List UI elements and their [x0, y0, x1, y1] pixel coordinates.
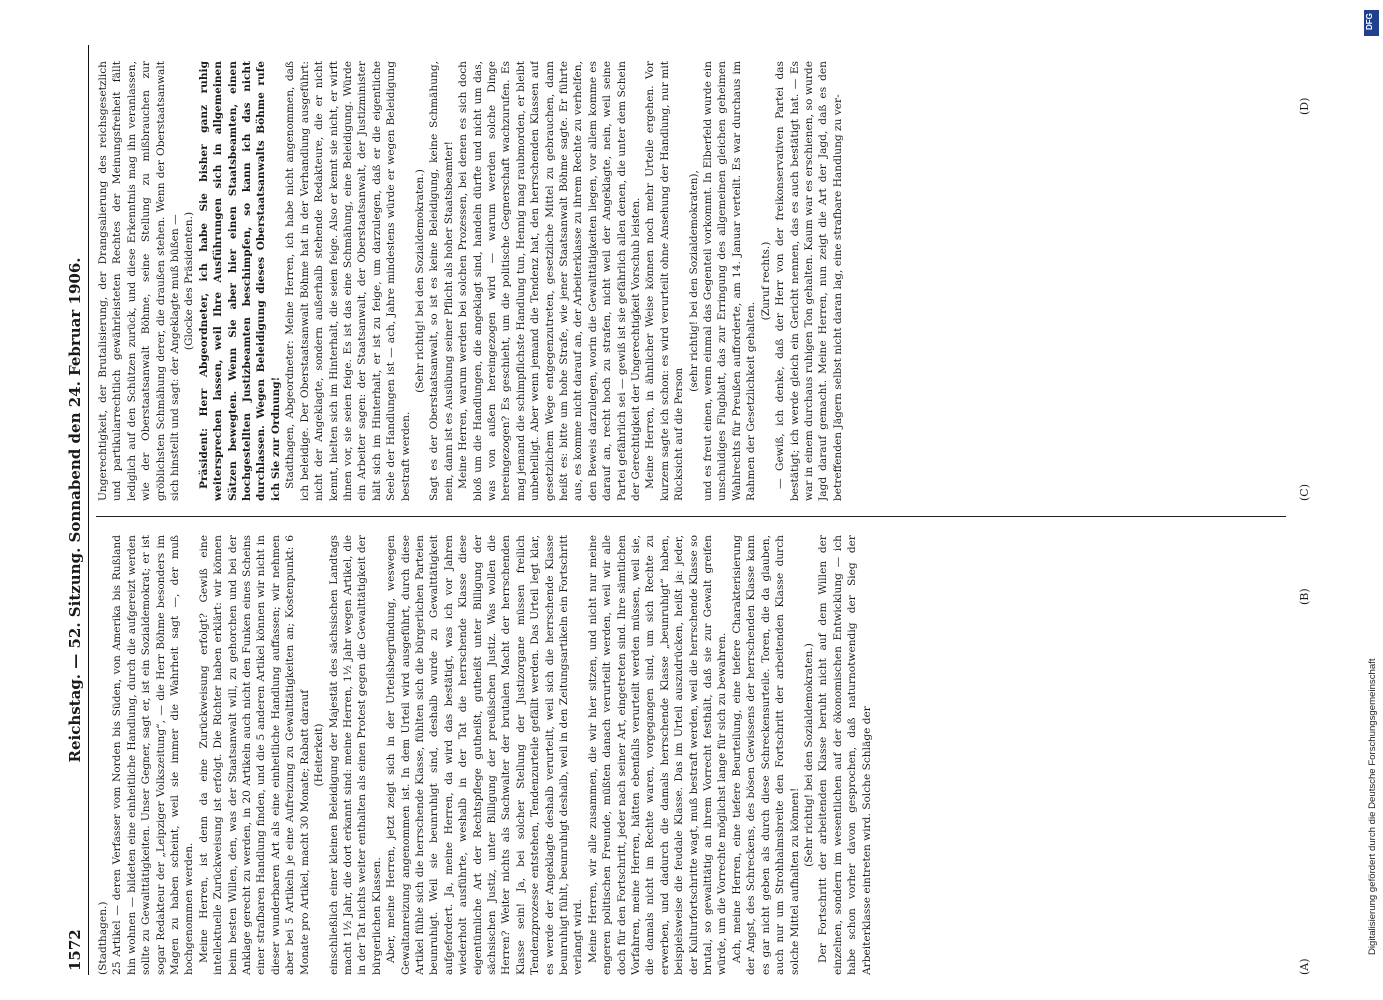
- rotated-page: [66, 45, 1316, 975]
- paragraph: Ungerechtigkeit, der Brutalisierung, der Drangsalierung des reichsgesetzlich und partikularrechtlich gewährleisteten Rechtes der Meinungsfreiheit fällt lediglich auf den Schützen zurück, und diese Erkenntnis mag ihn veranlassen, wie der Oberstaatsanwalt Böhme, seine Stellung zu mißbrauchen zur gröblichsten Schmähung derer, die draußen stehen. Wenn der Oberstaatsanwalt sich hinstellt und sagt: der Angeklagte muß büßen —: [97, 61, 182, 501]
- dfg-logo: DFG: [1364, 10, 1379, 36]
- interjection: (Sehr richtig! bei den Sozialdemokraten.): [802, 643, 815, 867]
- right-column: [96, 61, 1286, 501]
- interjection: (Heiterkeit): [313, 723, 326, 787]
- paragraph: Der Fortschritt der arbeitenden Klasse beruht nicht auf dem Willen der einzelnen, sondern im wesentlichen auf der ökonomischen Entwicklung — ich habe schon vorher davon gesprochen, daß naturnotwendig der Sieg der Arbeiterklasse eintreten wird. Solche Schläge der: [817, 535, 873, 975]
- interjection: (sehr richtig! bei den Sozialdemokraten),: [687, 170, 700, 392]
- margin-mark-a: (A): [1298, 958, 1311, 975]
- digitization-credit: Digitalisierung gefördert durch die Deutsche Forschungsgemeinschaft: [1367, 658, 1378, 955]
- margin-mark-d: (D): [1298, 97, 1311, 115]
- paragraph: Ach, meine Herren, eine tiefere Beurteilung, eine tiefere Charakterisierung der Angst, des Schreckens, des bösen Gewissens der herrschenden Klasse kann es gar nicht geben als durch diese Schreckensurteile. Toren, die da glauben, auch nur um Strohhalmsbreite den Fortschritt der arbeitenden Klasse durch solche Mittel aufhalten zu können!: [730, 535, 801, 975]
- column-divider: [96, 516, 1286, 517]
- margin-mark-b: (B): [1298, 588, 1311, 605]
- paragraph: Sagt es der Oberstaatsanwalt, so ist es keine Beleidigung, keine Schmähung, nein, dann ist es Ausübung seiner Pflicht als hoher Staatsbeamter!: [428, 61, 455, 501]
- left-column: [96, 535, 1286, 975]
- paragraph: Meine Herren, wir alle zusammen, die wir hier sitzen, und nicht nur meine engeren politischen Freunde, müßten danach verurteilt werden, weil wir alle doch für den Fortschritt, jeder nach seiner Art, eingetreten sind. Ihre sämtlichen Vorfahren, meine Herren, hätten ebenfalls verurteilt werden müssen, weil sie, die damals nicht im Rechte waren, vorgegangen sind, um sich Rechte zu erwerben, und dadurch die damals herrschende Klasse „beunruhigt“ haben, beispielsweise die feudale Klasse. Das im Urteil auszudrücken, heißt ja: jeder, der Kulturfortschritte wagt, muß bestraft werden, weil die herrschende Klasse so brutal, so gewalttätig an ihrem Vorrecht festhält, daß sie zur Gewalt greifen würde, um die Vorrechte möglichst lange für sich zu bewahren.: [586, 535, 729, 975]
- president-remark: Präsident: Herr Abgeordneter, ich habe Sie bisher ganz ruhig weitersprechen lassen, weil Ihre Ausführungen sich in allgemeinen Sätzen bewegten. Wenn Sie aber hier einen Staatsbeamten, einen hochgestellten Justizbeamten beschimpfen, so kann ich das nicht durchlassen. Wegen Beleidigung dieses Oberstaatsanwalts Böhme rufe ich Sie zur Ordnung!: [197, 61, 282, 501]
- digitization-sidebar: [1364, 10, 1380, 990]
- paragraph: Meine Herren, in ähnlicher Weise können noch mehr Urteile ergehen. Vor kurzem sagte ich schon: es wird verurteilt ohne Ansehung der Handlung, nur mit Rücksicht auf die Person: [644, 61, 686, 501]
- paragraph: einschließlich einer kleinen Beleidigung der Majestät des sächsischen Landtags macht 1½ Jahr, die dort erkannt sind: meine Herren, 1½ Jahr wegen Artikel, die in der Tat nichts weiter enthalten als einen Protest gegen die Gewalttätigkeit der bürgerlichen Klassen.: [327, 535, 383, 975]
- paragraph: 25 Artikel — deren Verfasser vom Norden bis Süden, von Amerika bis Rußland hin wohnen — bildeten eine einheitliche Handlung, durch die aufgereizt werden sollte zu Gewalttätigkeiten. Unser Gegner, sagt er, ist ein Sozialdemokrat; er ist sogar Redakteur der „Leipziger Volkszeitung“, — die Herr Böhme besonders im Magen zu haben scheint, weil sie immer die Wahrheit sagt —, der muß hochgenommen werden.: [111, 535, 196, 975]
- margin-mark-c: (C): [1298, 484, 1311, 501]
- interjection: (Glocke des Präsidenten.): [183, 211, 196, 351]
- paragraph: Meine Herren, ist denn da eine Zurückweisung erfolgt? Gewiß eine intellektuelle Zurückweisung ist erfolgt. Die Richter haben erklärt: wir können beim besten Willen, den, was der Staatsanwalt will, zu gehorchen und bei der Anklage gerecht zu werden, in 20 Artikeln auch nicht den Funken eines Scheins einer strafbaren Handlung finden, und die 5 anderen Artikel können wir nicht in dieser wunderbaren Art als eine einheitliche Handlung auffassen; wir nehmen aber bei 5 Artikeln je eine Aufreizung zu Gewalttätigkeiten an; Kostenpunkt: 6 Monate pro Artikel, macht 30 Monate; Rabatt darauf: [197, 535, 311, 975]
- page-number: 1572: [66, 929, 84, 971]
- speaker-paragraph: Stadthagen, Abgeordneter: Meine Herren, ich habe nicht angenommen, daß ich beleidige. Der Oberstaatsanwalt Böhme hat in der Verhandlung ausgeführt: nicht der Angeklagte, sondern außerhalb stehende Redakteure, die er nicht kennt, hielten sich im Hinterhalt, die seien feige. Also er kennt sie nicht, er wirft ihnen vor, sie seien feige. Es ist das eine Schmähung, eine Beleidigung. Würde ein Arbeiter sagen: der Staatsanwalt, der Oberstaatsanwalt, der Justizminister hält sich im Hinterhalt, er ist zu feige, um darzulegen, daß er die eigentliche Seele der Handlungen ist — ach, Jahre mindestens würde er wegen Beleidigung bestraft werden.: [284, 61, 412, 501]
- paragraph: Aber, meine Herren, jetzt zeigt sich in der Urteilsbegründung, weswegen Gewaltanreizung angenommen ist. In dem Urteil wird ausgeführt, durch diese Artikel fühle sich die herrschende Klasse, fühlten sich die bürgerlichen Parteien beunruhigt. Weil sie beunruhigt sind, deshalb wurde zu Gewalttätigkeit aufgefordert. Ja, meine Herren, da wird das bestätigt, was ich vor Jahren wiederholt ausführte, weshalb in der Tat die herrschende Klasse diese eigentümliche Art der Rechtspflege gutheißt, gutheißt unter Billigung der sächsischen Justiz, unter Billigung der preußischen Justiz. Was wollen die Herren? Weiter nichts als Sachwalter der brutalen Macht der herrschenden Klasse sein! Ja, bei solcher Stellung der Justizorgane müssen freilich Tendenzprozesse entstehen, Tendenzurteile gefällt werden. Das Urteil legt klar, es werde der Angeklagte deshalb verurteilt, weil sich die herrschende Klasse beunruhigt fühlt, beunruhigt deshalb, weil in den Zeitungsartikeln ein Fortschritt verlangt wird.: [385, 535, 585, 975]
- interjection: (Sehr richtig! bei den Sozialdemokraten.): [413, 169, 426, 393]
- page-header: [66, 45, 89, 975]
- paragraph: — Gewiß, ich denke, daß der Herr von der freikonservativen Partei das bestätigt; ich werde gleich ein Gericht nennen, das es auch bestätigt hat. — Es war in einem durchaus ruhigen Ton gehalten. Kaum war es erschienen, so wurde Jagd darauf gemacht. Meine Herren, nun zeigt die Art der Jagd, daß es den betreffenden Jägern selbst nicht daran lag, eine strafbare Handlung zu ver-: [774, 61, 844, 501]
- speaker-tag: (Stadthagen.): [97, 901, 109, 975]
- paragraph: und es freut einen, wenn einmal das Gegenteil vorkommt. In Elberfeld wurde ein unschuldiges Flugblatt, das zur Erringung des allgemeinen gleichen geheimen Wahlrechts für Preußen aufforderte, am 14. Januar verteilt. Es war durchaus im Rahmen der Gesetzlichkeit gehalten.: [702, 61, 758, 501]
- running-title: Reichstag. — 52. Sitzung. Sonnabend den 24. Februar 1906.: [66, 257, 84, 763]
- interjection: (Zuruf rechts.): [759, 241, 772, 321]
- paragraph: Meine Herren, warum werden bei solchen Prozessen, bei denen es sich doch bloß um die Handlungen, die angeklagt sind, handeln dürfte und nicht um das, was von außen hereingezogen wird — warum werden solche Dinge hereingezogen? Es geschieht, um die politische Gegnerschaft wachzurufen. Es mag jemand die schimpflichste Handlung tun, Hennig mag raubmorden, er bleibt unbehelligt. Aber wenn jemand die Tendenz hat, den herrschenden Klassen auf gesetzlichem Wege entgegenzutreten, gesetzliche Mittel zu gebrauchen, dann heißt es: bitte um hohe Strafe, wie jener Staatsanwalt Böhme sagte. Er führte aus, es komme nicht darauf an, der Arbeiterklasse zu ihrem Rechte zu verhelfen, den Beweis darzulegen, worin die Gewalttätigkeiten liegen, vor allem komme es darauf an, recht hoch zu strafen, nicht weil der Angeklagte, nein, weil seine Partei gefährlich sei — gewiß ist sie gefährlich allen denen, die unter dem Schein der Gerechtigkeit der Ungerechtigkeit Vorschub leisten.: [457, 61, 643, 501]
